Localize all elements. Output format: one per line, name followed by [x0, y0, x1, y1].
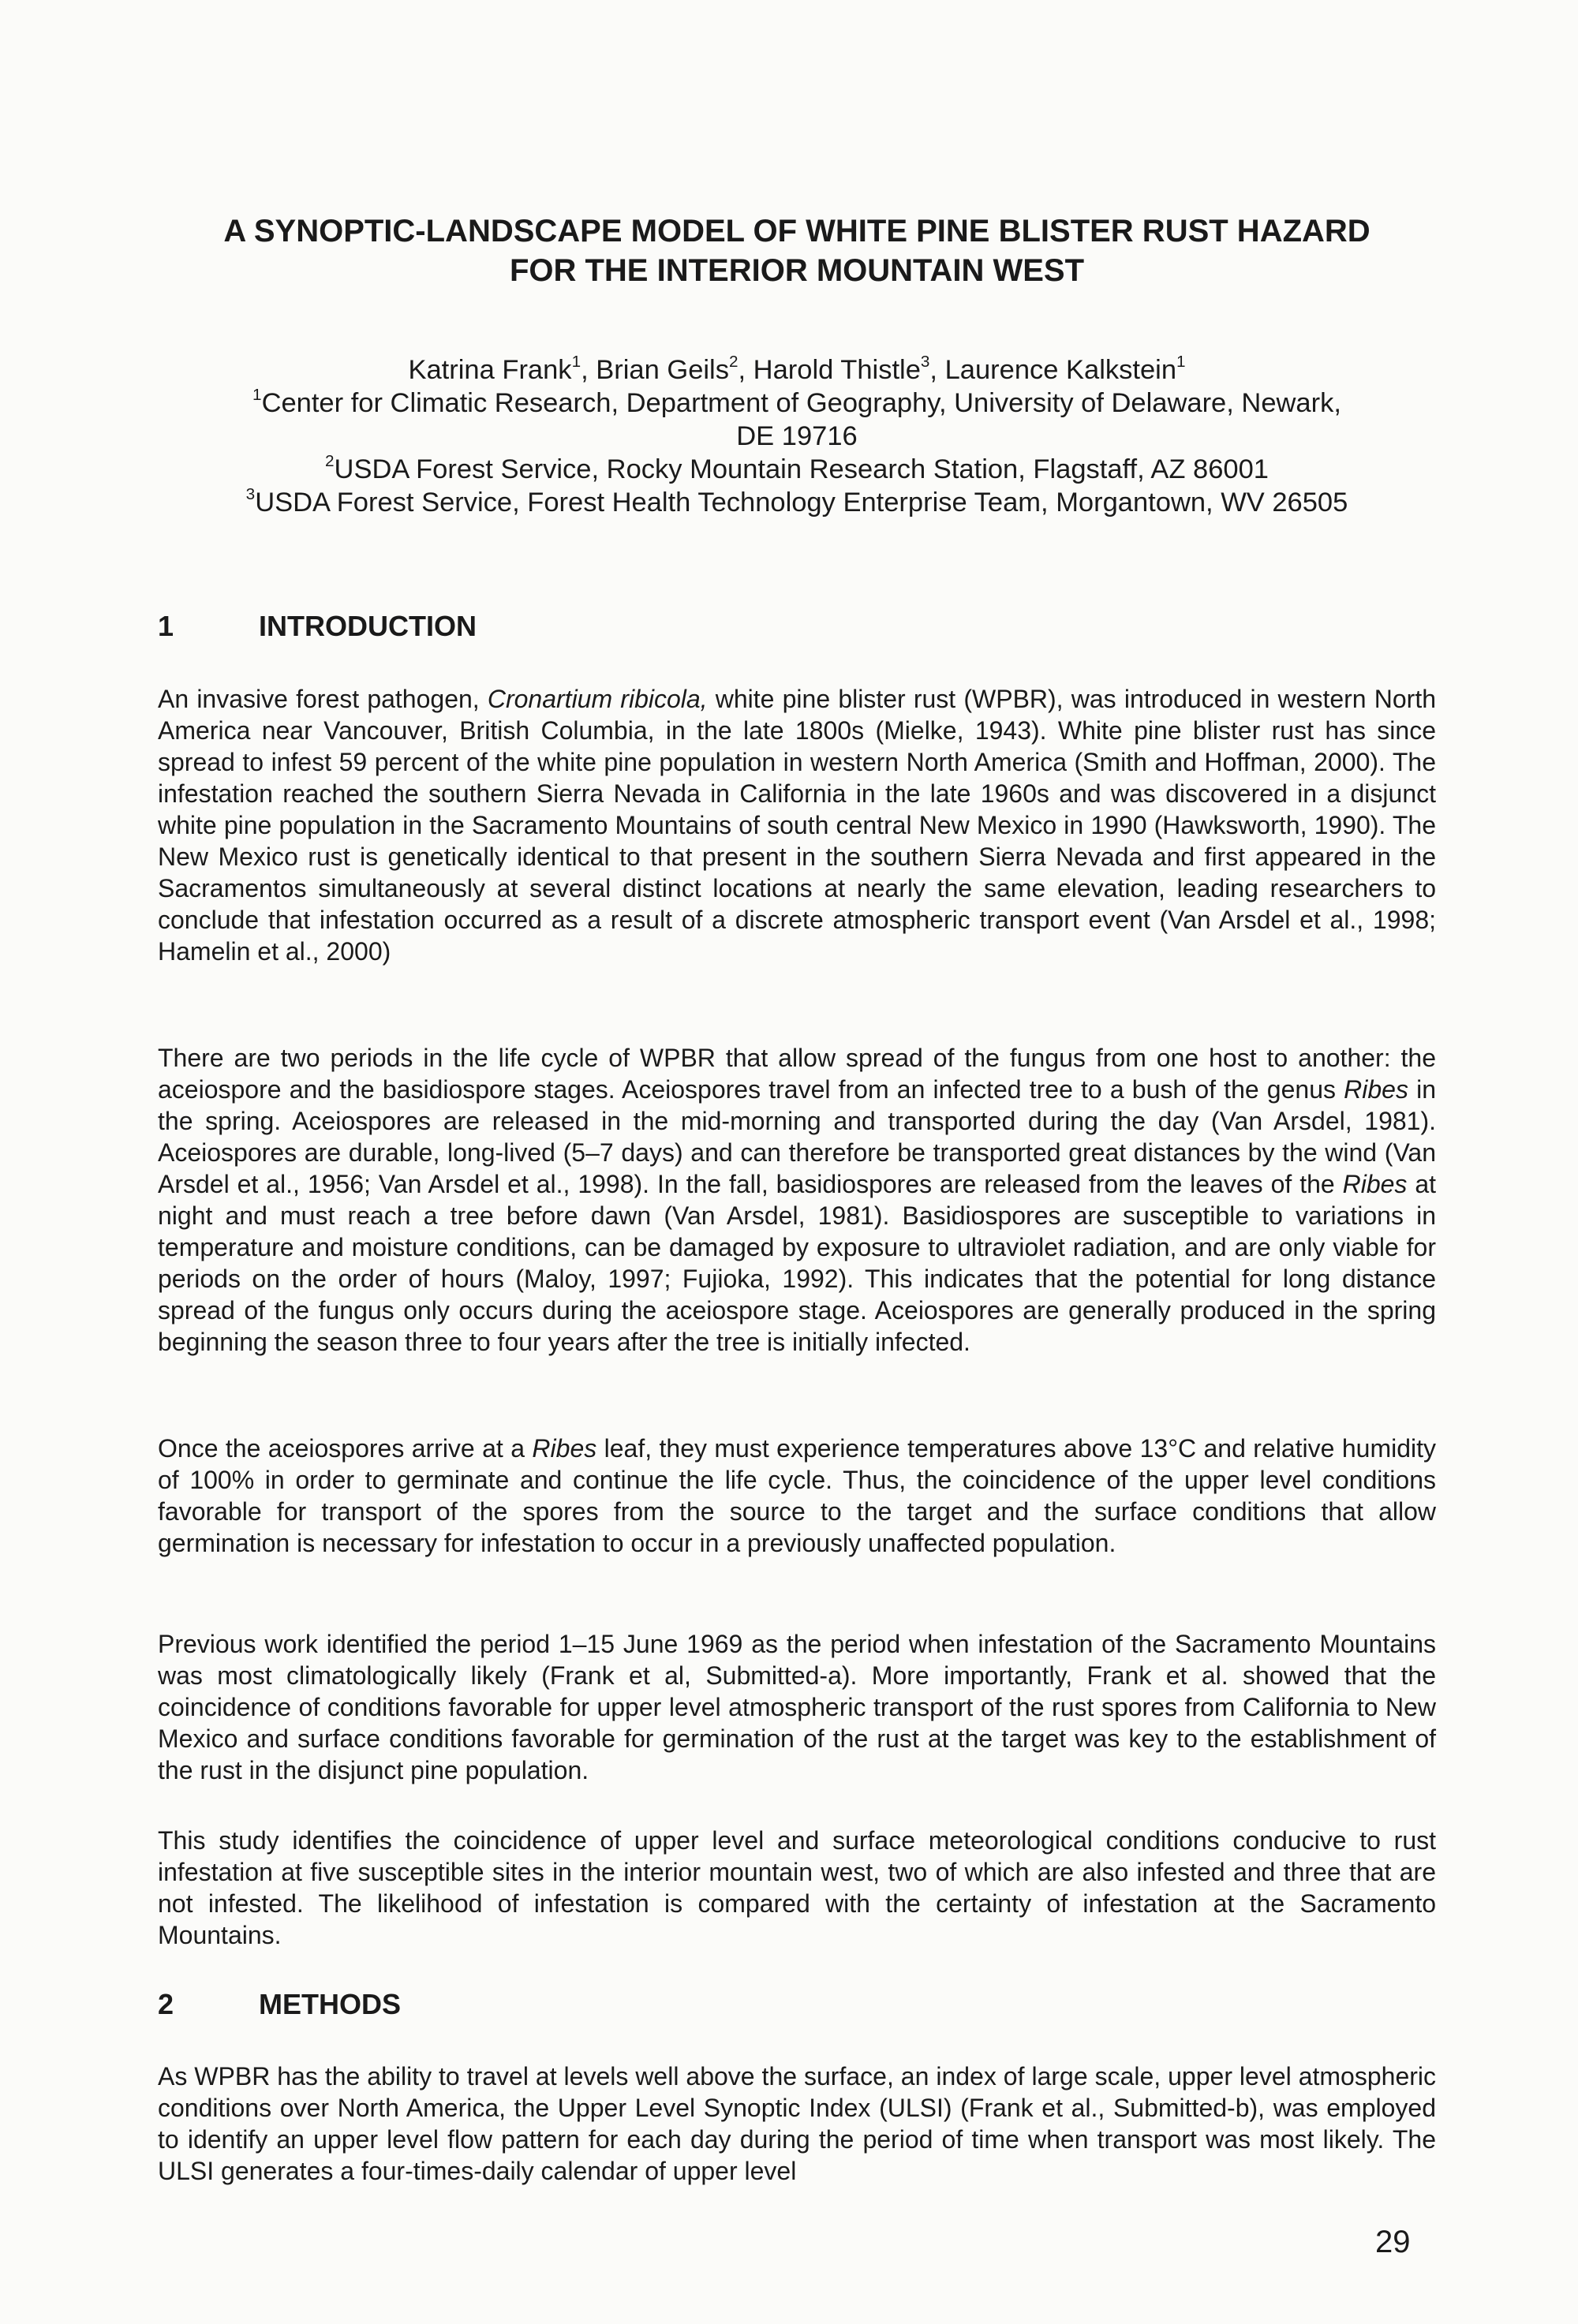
author-separator: , [738, 355, 753, 385]
affiliation-mark: 2 [325, 452, 335, 471]
author-separator: , [581, 355, 596, 385]
italic-text-run: Ribes [532, 1434, 597, 1463]
italic-text-run: Ribes [1344, 1075, 1408, 1104]
text-run: An invasive forest pathogen, [158, 685, 488, 713]
section-heading-methods [158, 1988, 401, 2021]
text-run: There are two periods in the life cycle of WPBR that allow spread of the fungus from one host to another: the aceiospore and the basidiospore stages. Aceiospores travel from an infected tree to a bush of the genus [158, 1044, 1436, 1104]
body-paragraph [158, 1825, 1436, 1951]
author-name: Laurence Kalkstein [944, 355, 1177, 385]
author-name: Harold Thistle [753, 355, 921, 385]
affiliation-mark: 1 [252, 386, 262, 405]
italic-text-run: Ribes [1342, 1170, 1408, 1198]
affiliation-text: Center for Climatic Research, Department of Geography, University of Delaware, Newark, [261, 388, 1341, 418]
section-number: 2 [158, 1988, 174, 2020]
italic-text-run: Cronartium ribicola, [487, 685, 708, 713]
text-run: This study identifies the coincidence of upper level and surface meteorological conditions conducive to rust infestation at five susceptible sites in the interior mountain west, two of which are also infested and three that are not infested. The likelihood of infestation is compared with the certainty of infestation at the Sacramento Mountains. [158, 1826, 1436, 1949]
text-run: Once the aceiospores arrive at a [158, 1434, 533, 1463]
affiliation-mark: 3 [245, 485, 256, 504]
paper-title [150, 211, 1444, 290]
section-heading-introduction [158, 610, 477, 643]
affiliation-line [118, 453, 1475, 486]
affiliation-text: DE 19716 [736, 421, 858, 451]
author-separator: , [929, 355, 945, 385]
section-number: 1 [158, 610, 174, 642]
section-title: INTRODUCTION [259, 610, 477, 642]
section-title: METHODS [259, 1988, 401, 2020]
affiliation-line [118, 387, 1475, 420]
author-name: Katrina Frank [408, 355, 572, 385]
text-run: in the spring. Aceiospores are released in the mid-morning and transported during the day (Van Arsdel, 1981). Aceiospores are durable, long-lived (5–7 days) and can therefore be transported great distances by the wind (Van Arsdel et al., 1956; Van Arsdel et al., 1998). In the fall, basidiospores are released from the leaves of the [158, 1075, 1437, 1198]
title-line-2: FOR THE INTERIOR MOUNTAIN WEST [509, 253, 1085, 288]
body-paragraph [158, 683, 1436, 967]
text-run: Previous work identified the period 1–15 June 1969 as the period when infestation of the Sacramento Mountains was most climatologically likely (Frank et al, Submitted-a). More importantly, Frank et al. showed that the coincidence of conditions favorable for upper level atmospheric transport of the rust spores from California to New Mexico and surface conditions favorable for germination of the rust at the target was key to the establishment of the rust in the disjunct pine population. [158, 1630, 1436, 1784]
author-affiliation-mark: 2 [728, 353, 739, 372]
author-names [118, 353, 1475, 387]
body-paragraph [158, 2061, 1436, 2187]
body-paragraph [158, 1433, 1436, 1559]
affiliation-text: USDA Forest Service, Forest Health Technology Enterprise Team, Morgantown, WV 26505 [255, 488, 1348, 517]
title-line-1: A SYNOPTIC-LANDSCAPE MODEL OF WHITE PINE BLISTER RUST HAZARD [223, 214, 1370, 248]
author-affiliation-mark: 1 [571, 353, 581, 372]
body-paragraph [158, 1042, 1436, 1358]
text-run: leaf, they must experience temperatures above 13°C and relative humidity of 100% in order to germinate and continue the life cycle. Thus, the coincidence of the upper level conditions favorable for transport of the spores from the source to the target and the surface conditions that allow germination is necessary for infestation to occur in a previously unaffected population. [158, 1434, 1437, 1557]
affiliation-text: USDA Forest Service, Rocky Mountain Research Station, Flagstaff, AZ 86001 [334, 454, 1269, 484]
author-affiliation-mark: 1 [1176, 353, 1186, 372]
affiliation-line [118, 486, 1475, 519]
page-number: 29 [1375, 2225, 1411, 2259]
body-paragraph [158, 1628, 1436, 1786]
affiliation-line [118, 420, 1475, 453]
author-affiliation-mark: 3 [920, 353, 930, 372]
text-run: at night and must reach a tree before dawn (Van Arsdel, 1981). Basidiospores are susceptible to variations in temperature and moisture conditions, can be damaged by exposure to ultraviolet radiation, and are only viable for periods on the order of hours (Maloy, 1997; Fujioka, 1992). This indicates that the potential for long distance spread of the fungus only occurs during the aceiospore stage. Aceiospores are generally produced in the spring beginning the season three to four years after the tree is initially infected. [158, 1170, 1437, 1356]
text-run: white pine blister rust (WPBR), was introduced in western North America near Vancouver, British Columbia, in the late 1800s (Mielke, 1943). White pine blister rust has since spread to infest 59 percent of the white pine population in western North America (Smith and Hoffman, 2000). The infestation reached the southern Sierra Nevada in California in the late 1960s and was discovered in a disjunct white pine population in the Sacramento Mountains of south central New Mexico in 1990 (Hawksworth, 1990). The New Mexico rust is genetically identical to that present in the southern Sierra Nevada and first appeared in the Sacramentos simultaneously at several distinct locations at nearly the same elevation, leading researchers to conclude that infestation occurred as a result of a discrete atmospheric transport event (Van Arsdel et al., 1998; Hamelin et al., 2000) [158, 685, 1437, 966]
author-name: Brian Geils [596, 355, 729, 385]
author-block [118, 353, 1475, 519]
text-run: As WPBR has the ability to travel at levels well above the surface, an index of large scale, upper level atmospheric conditions over North America, the Upper Level Synoptic Index (ULSI) (Frank et al., Submitted-b), was employed to identify an upper level flow pattern for each day during the period of time when transport was most likely. The ULSI generates a four-times-daily calendar of upper level [158, 2062, 1436, 2185]
